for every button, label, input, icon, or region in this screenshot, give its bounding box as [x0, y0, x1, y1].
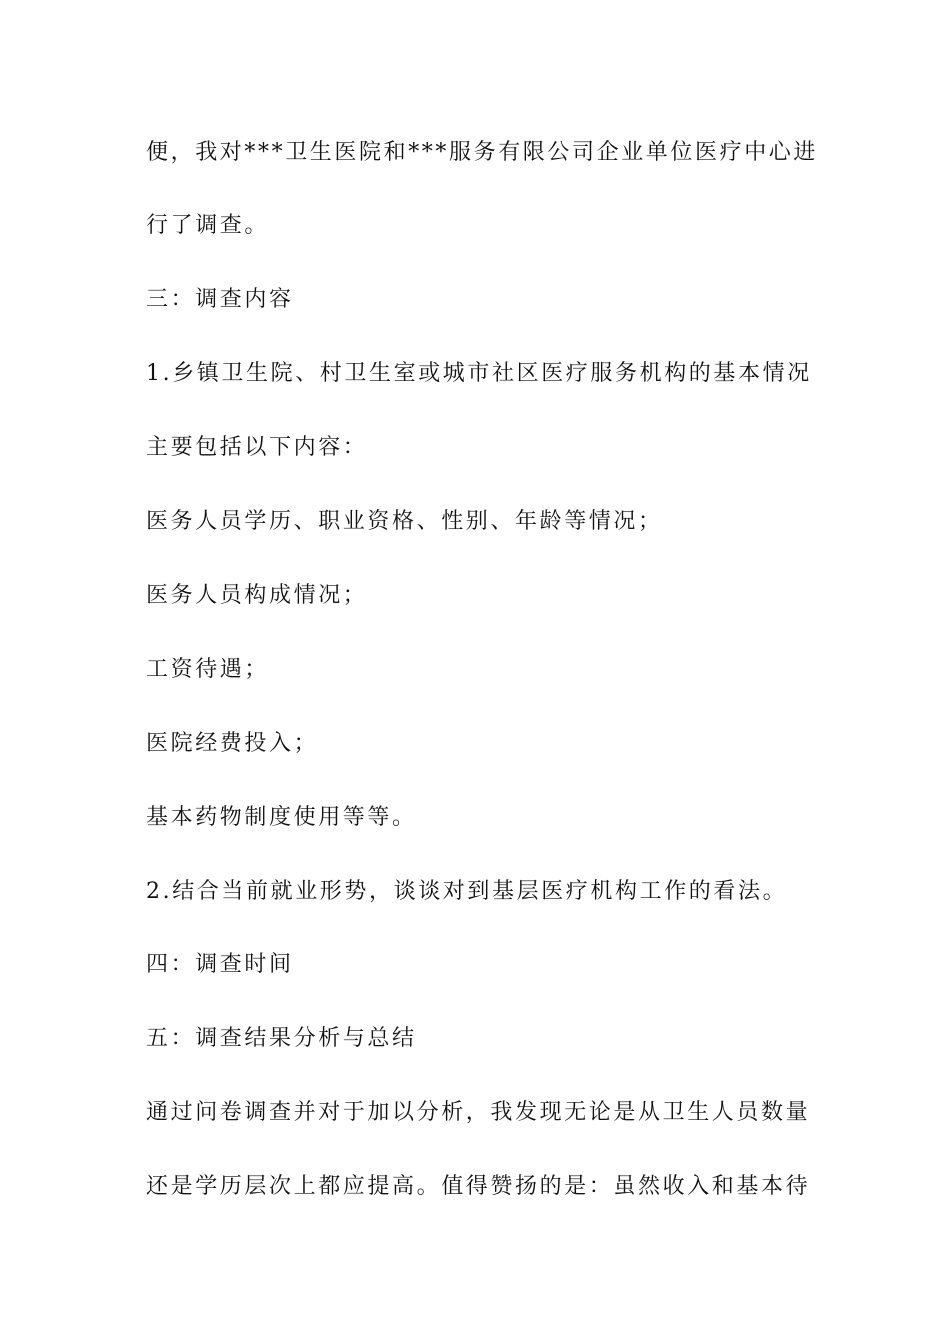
list-item: 医务人员学历、职业资格、性别、年龄等情况；	[146, 509, 663, 534]
paragraph-line: 便，我对***卫生医院和***服务有限公司企业单位医疗中心进	[146, 140, 819, 165]
paragraph-line: 通过问卷调查并对于加以分析，我发现无论是从卫生人员数量	[146, 1100, 811, 1125]
paragraph-line: 还是学历层次上都应提高。值得赞扬的是：虽然收入和基本待	[146, 1174, 811, 1199]
section-heading: 五：调查结果分析与总结	[146, 1026, 417, 1051]
list-item: 基本药物制度使用等等。	[146, 805, 417, 830]
list-item: 医务人员构成情况；	[146, 583, 368, 608]
section-heading: 三：调查内容	[146, 287, 294, 312]
list-item: 医院经费投入；	[146, 731, 319, 756]
section-heading: 四：调查时间	[146, 952, 294, 977]
list-item: 2.结合当前就业形势，谈谈对到基层医疗机构工作的看法。	[146, 879, 788, 904]
paragraph-line: 行了调查。	[146, 213, 270, 238]
list-item: 工资待遇；	[146, 657, 270, 682]
list-item: 1.乡镇卫生院、村卫生室或城市社区医疗服务机构的基本情况	[146, 361, 812, 386]
paragraph-line: 主要包括以下内容：	[146, 435, 368, 460]
